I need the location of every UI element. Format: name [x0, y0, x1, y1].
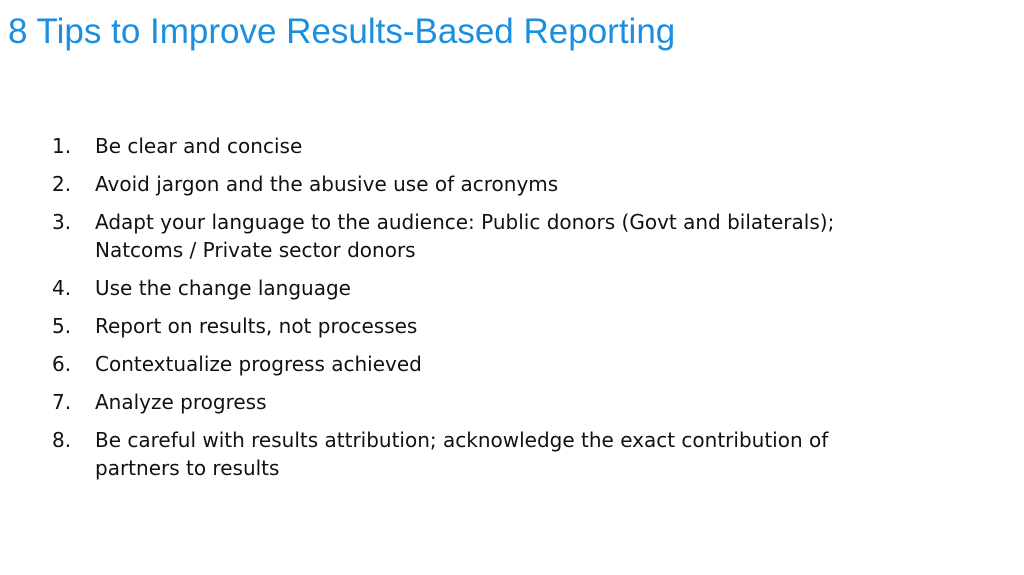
- list-item-number: 3.: [52, 210, 72, 234]
- list-item-text: Be clear and concise: [95, 134, 303, 158]
- list-item-number: 2.: [52, 172, 72, 196]
- slide-title: 8 Tips to Improve Results-Based Reporting: [8, 12, 676, 51]
- list-item-number: 6.: [52, 352, 72, 376]
- list-item-number: 8.: [52, 428, 72, 452]
- list-item: [52, 426, 882, 482]
- list-item-text: Contextualize progress achieved: [95, 352, 422, 376]
- list-item-number: 1.: [52, 134, 72, 158]
- list-item: [52, 274, 882, 302]
- list-item: [52, 350, 882, 378]
- list-item: [52, 132, 882, 160]
- list-item-text: Use the change language: [95, 276, 351, 300]
- list-item-number: 5.: [52, 314, 72, 338]
- tips-list: [52, 132, 882, 492]
- list-item: [52, 208, 882, 264]
- list-item: [52, 170, 882, 198]
- list-item-number: 7.: [52, 390, 72, 414]
- list-item-number: 4.: [52, 276, 72, 300]
- list-item: [52, 388, 882, 416]
- list-item: [52, 312, 882, 340]
- list-item-text: Report on results, not processes: [95, 314, 418, 338]
- list-item-text: Avoid jargon and the abusive use of acronyms: [95, 172, 559, 196]
- list-item-text: Adapt your language to the audience: Public donors (Govt and bilaterals); Natcoms / Private sector donors: [95, 210, 835, 262]
- list-item-text: Analyze progress: [95, 390, 267, 414]
- list-item-text: Be careful with results attribution; acknowledge the exact contribution of partners to results: [95, 428, 829, 480]
